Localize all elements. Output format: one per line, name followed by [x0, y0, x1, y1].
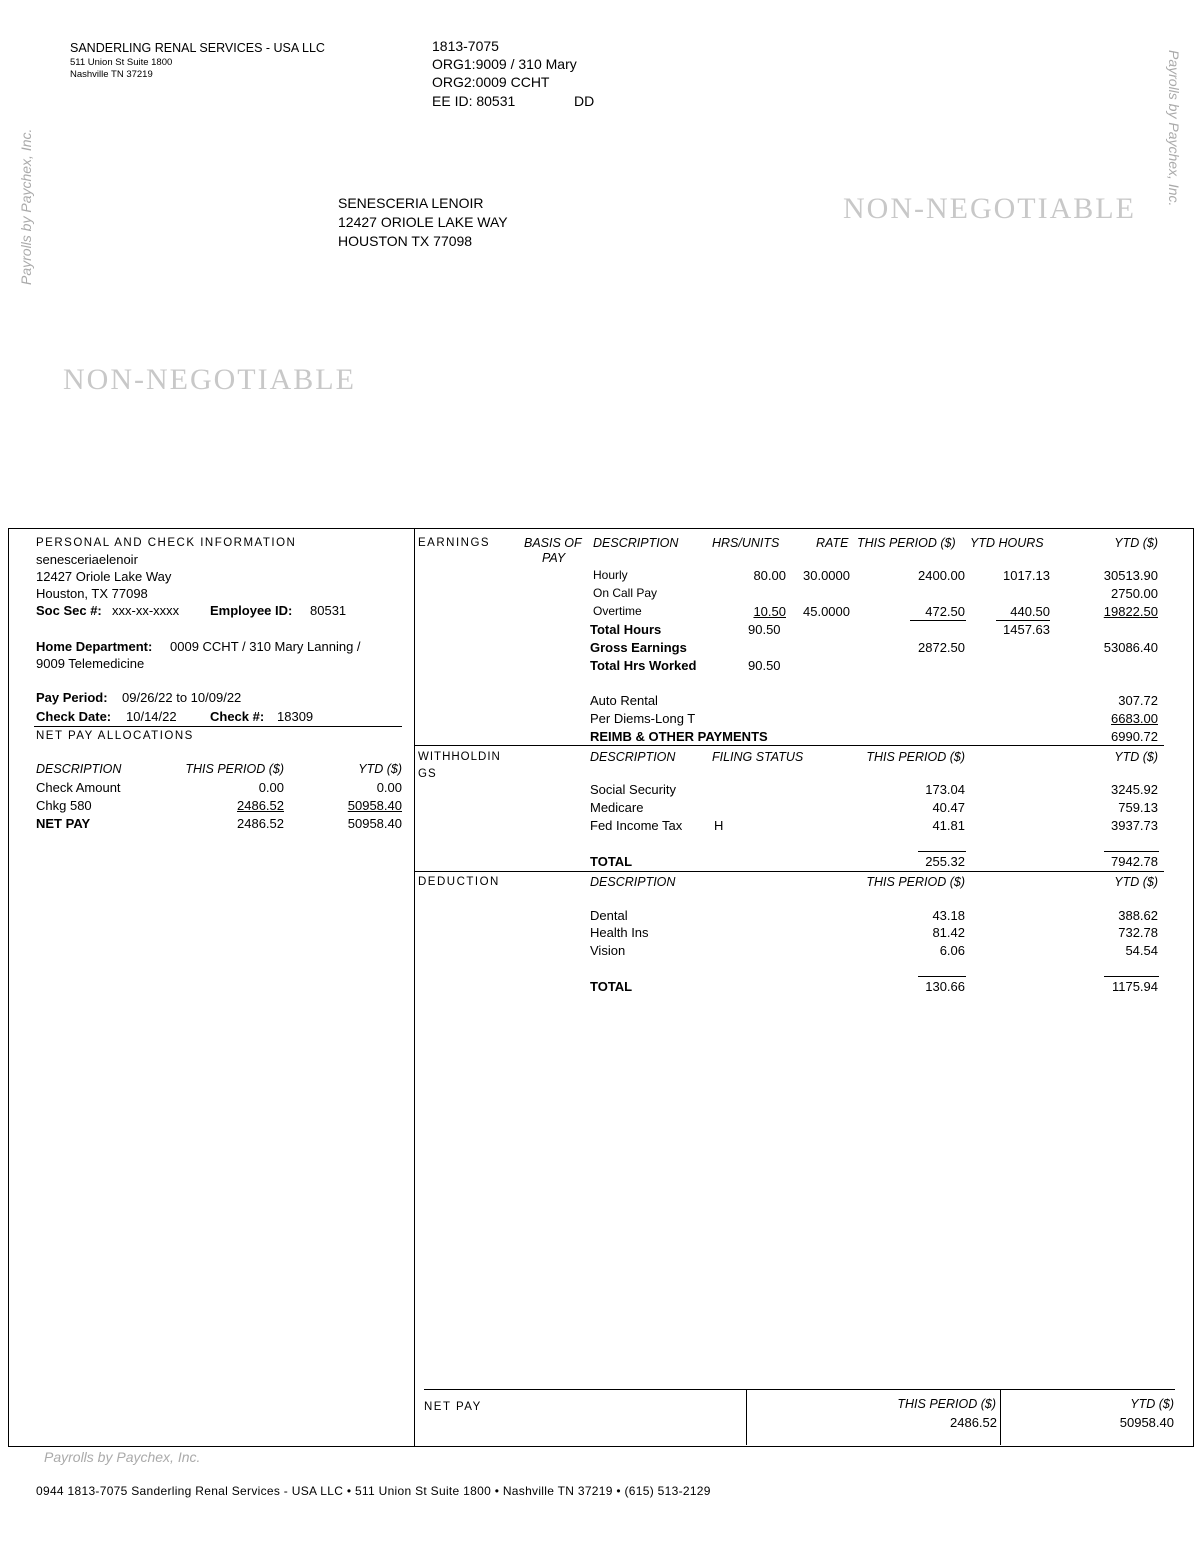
earnings-ytd-hourly: 30513.90: [1103, 568, 1158, 583]
total-hours-label: Total Hours: [590, 622, 662, 637]
withholdings-separator: [415, 745, 1164, 746]
earnings-this-overtime: 472.50: [925, 604, 965, 619]
reimb-ytd-auto-rental: 307.72: [1118, 693, 1158, 708]
deductions-header-this-period: THIS PERIOD ($): [866, 875, 965, 889]
deduction-desc-vision: Vision: [590, 943, 626, 958]
net-pay-divider-1: [746, 1389, 747, 1445]
withholdings-total-ytd: 7942.78: [1111, 854, 1158, 869]
employee-id-value: 80531: [310, 603, 347, 618]
earnings-header-ytd-hours: YTD HOURS: [970, 536, 1044, 550]
allocation-this-check-amount: 0.00: [258, 780, 284, 795]
earnings-ytd-overtime: 19822.50: [1103, 604, 1158, 619]
footer-company-line: 0944 1813-7075 Sanderling Renal Services - USA LLC • 511 Union St Suite 1800 • Nashville TN 37219 • (615) 513-2129: [36, 1484, 711, 1498]
withholdings-header-ytd: YTD ($): [1114, 750, 1158, 764]
withholdings-ytd-total-rule: [1104, 851, 1159, 852]
pay-period-label: Pay Period:: [36, 690, 108, 705]
reimb-desc-auto-rental: Auto Rental: [590, 693, 658, 708]
earnings-header-basis-pay: PAY: [542, 551, 566, 565]
withholdings-header-filing: FILING STATUS: [712, 750, 804, 764]
deductions-header-description: DESCRIPTION: [590, 875, 676, 889]
client-code: 1813-7075: [432, 38, 499, 54]
earnings-header-rate: RATE: [816, 536, 849, 550]
earnings-ytd-hours-hourly: 1017.13: [1003, 568, 1050, 583]
gross-earnings-ytd: 53086.40: [1103, 640, 1158, 655]
reimb-total-ytd: 6990.72: [1111, 729, 1158, 744]
earnings-header-hrs-units: HRS/UNITS: [712, 536, 780, 550]
net-pay-ytd-value: 50958.40: [1119, 1415, 1174, 1430]
earnings-title: EARNINGS: [418, 537, 491, 549]
earnings-desc-hourly: Hourly: [593, 568, 628, 582]
allocation-this-net-pay: 2486.52: [237, 816, 284, 831]
deductions-ytd-total-rule: [1104, 976, 1159, 977]
paychex-vertical-left: Payrolls by Paychex, Inc.: [18, 128, 34, 285]
earnings-ytd-hours-overtime: 440.50: [1010, 604, 1050, 619]
company-name: SANDERLING RENAL SERVICES - USA LLC: [70, 41, 325, 55]
total-hours-value: 90.50: [748, 622, 781, 637]
withholding-ytd-medicare: 759.13: [1118, 800, 1158, 815]
allocation-desc-chkg: Chkg 580: [36, 798, 92, 813]
deductions-header-ytd: YTD ($): [1114, 875, 1158, 889]
personal-city: Houston, TX 77098: [36, 586, 148, 601]
withholdings-header-this-period: THIS PERIOD ($): [866, 750, 965, 764]
personal-street: 12427 Oriole Lake Way: [36, 569, 172, 584]
allocation-desc-net-pay: NET PAY: [36, 816, 91, 831]
company-address-line1: 511 Union St Suite 1800: [70, 57, 173, 68]
net-pay-this-label: THIS PERIOD ($): [897, 1397, 996, 1411]
withholding-desc-medicare: Medicare: [590, 800, 644, 815]
earnings-header-ytd: YTD ($): [1114, 536, 1158, 550]
earnings-header-this-period: THIS PERIOD ($): [857, 536, 956, 550]
reimb-desc-per-diems: Per Diems-Long T: [590, 711, 696, 726]
deduction-this-vision: 6.06: [939, 943, 965, 958]
paychex-vertical-right: Payrolls by Paychex, Inc.: [1166, 50, 1182, 207]
deduction-ytd-health-ins: 732.78: [1118, 925, 1158, 940]
allocation-ytd-check-amount: 0.00: [376, 780, 402, 795]
deduction-desc-health-ins: Health Ins: [590, 925, 649, 940]
earnings-rate-hourly: 30.0000: [803, 568, 850, 583]
earnings-this-hourly: 2400.00: [918, 568, 965, 583]
withholdings-title-cont: GS: [418, 768, 437, 780]
withholdings-this-total-rule: [918, 851, 966, 852]
company-address-line2: Nashville TN 37219: [70, 69, 153, 80]
check-number-label: Check #:: [210, 709, 265, 724]
non-negotiable-watermark-middle: NON-NEGOTIABLE: [63, 363, 356, 396]
check-date-value: 10/14/22: [126, 709, 177, 724]
deduction-desc-dental: Dental: [590, 908, 628, 923]
net-pay-title: NET PAY: [424, 1401, 482, 1413]
employee-id-label: Employee ID:: [210, 603, 293, 618]
pay-period-value: 09/26/22 to 10/09/22: [122, 690, 242, 705]
withholding-desc-social-security: Social Security: [590, 782, 676, 797]
net-pay-divider-2: [1000, 1389, 1001, 1445]
reimb-ytd-per-diems: 6683.00: [1111, 711, 1158, 726]
allocation-this-chkg: 2486.52: [237, 798, 284, 813]
earnings-rate-overtime: 45.0000: [803, 604, 850, 619]
withholding-filing-fed-income-tax: H: [714, 818, 724, 833]
deductions-total-label: TOTAL: [590, 979, 633, 994]
net-pay-ytd-label: YTD ($): [1130, 1397, 1174, 1411]
total-hrs-worked-label: Total Hrs Worked: [590, 658, 697, 673]
personal-info-title: PERSONAL AND CHECK INFORMATION: [36, 537, 297, 549]
allocation-desc-check-amount: Check Amount: [36, 780, 121, 795]
earnings-hrs-overtime: 10.50: [753, 604, 786, 619]
deduction-this-dental: 43.18: [932, 908, 965, 923]
withholding-this-medicare: 40.47: [932, 800, 965, 815]
withholdings-header-description: DESCRIPTION: [590, 750, 676, 764]
gross-earnings-this: 2872.50: [918, 640, 965, 655]
deduction-ytd-vision: 54.54: [1125, 943, 1158, 958]
ssn-value: xxx-xx-xxxx: [112, 603, 180, 618]
withholdings-total-label: TOTAL: [590, 854, 633, 869]
withholding-this-fed-income-tax: 41.81: [932, 818, 965, 833]
earnings-ytd-on-call: 2750.00: [1111, 586, 1158, 601]
allocations-header-this-period: THIS PERIOD ($): [185, 762, 284, 776]
personal-separator: [34, 726, 402, 727]
allocations-header-ytd: YTD ($): [358, 762, 402, 776]
employee-id-line: EE ID: 80531: [432, 93, 516, 109]
deduction-this-health-ins: 81.42: [932, 925, 965, 940]
org2-line: ORG2:0009 CCHT: [432, 74, 550, 90]
withholdings-title: WITHHOLDIN: [418, 751, 501, 763]
earnings-header-basis: BASIS OF: [524, 536, 582, 550]
allocation-ytd-net-pay: 50958.40: [347, 816, 402, 831]
home-department-value-line1: 0009 CCHT / 310 Mary Lanning /: [170, 639, 361, 654]
earnings-ytd-hours-overtime-underline: [996, 620, 1050, 621]
earnings-desc-overtime: Overtime: [593, 604, 642, 618]
ssn-label: Soc Sec #:: [36, 603, 102, 618]
allocations-title: NET PAY ALLOCATIONS: [36, 730, 194, 742]
withholding-ytd-fed-income-tax: 3937.73: [1111, 818, 1158, 833]
allocations-header-description: DESCRIPTION: [36, 762, 122, 776]
net-pay-top-rule: [424, 1389, 1175, 1390]
direct-deposit-flag: DD: [574, 93, 595, 109]
deductions-total-this: 130.66: [925, 979, 965, 994]
withholdings-total-this: 255.32: [925, 854, 965, 869]
total-ytd-hours: 1457.63: [1003, 622, 1050, 637]
withholding-ytd-social-security: 3245.92: [1111, 782, 1158, 797]
org1-line: ORG1:9009 / 310 Mary: [432, 56, 577, 72]
paychex-footer-watermark: Payrolls by Paychex, Inc.: [44, 1449, 201, 1465]
net-pay-this-value: 2486.52: [950, 1415, 997, 1430]
home-department-value-line2: 9009 Telemedicine: [36, 656, 145, 671]
withholding-desc-fed-income-tax: Fed Income Tax: [590, 818, 683, 833]
earnings-hrs-hourly: 80.00: [753, 568, 786, 583]
allocation-ytd-chkg: 50958.40: [347, 798, 402, 813]
earnings-desc-on-call: On Call Pay: [593, 586, 658, 600]
withholding-this-social-security: 173.04: [925, 782, 965, 797]
non-negotiable-watermark-top: NON-NEGOTIABLE: [843, 192, 1136, 225]
column-divider: [414, 528, 415, 1447]
check-number-value: 18309: [277, 709, 314, 724]
recipient-city: HOUSTON TX 77098: [338, 233, 473, 249]
total-hrs-worked-value: 90.50: [748, 658, 781, 673]
earnings-this-overtime-underline: [910, 620, 966, 621]
deductions-this-total-rule: [918, 976, 966, 977]
deduction-ytd-dental: 388.62: [1118, 908, 1158, 923]
deductions-title: DEDUCTION: [418, 876, 500, 888]
deductions-separator: [415, 871, 1164, 872]
personal-username: senesceriaelenoir: [36, 552, 138, 567]
deductions-total-ytd: 1175.94: [1111, 979, 1158, 994]
recipient-street: 12427 ORIOLE LAKE WAY: [338, 214, 508, 230]
recipient-name: SENESCERIA LENOIR: [338, 195, 484, 211]
home-department-label: Home Department:: [36, 639, 153, 654]
reimb-total-label: REIMB & OTHER PAYMENTS: [590, 729, 768, 744]
check-date-label: Check Date:: [36, 709, 112, 724]
gross-earnings-label: Gross Earnings: [590, 640, 687, 655]
earnings-header-description: DESCRIPTION: [593, 536, 679, 550]
